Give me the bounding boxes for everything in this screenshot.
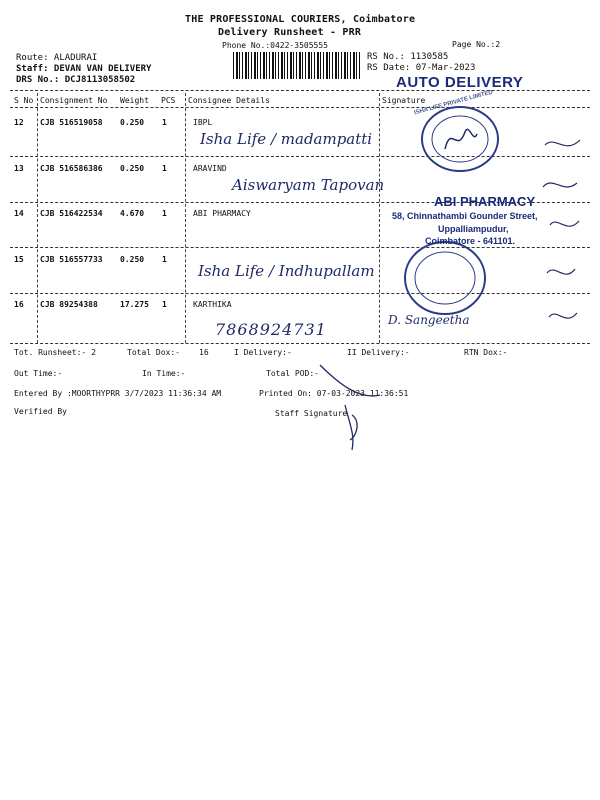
stamp-name: ISHA LIFE PRIVATE LIMITED bbox=[413, 89, 494, 117]
staff-signature-scrawl bbox=[300, 355, 400, 455]
col-sno: S No bbox=[14, 96, 34, 105]
printed-on: Printed On: 07-03-2023 11:36:51 bbox=[259, 389, 409, 398]
drs-number: DRS No.: DCJ8113058502 bbox=[16, 75, 136, 85]
row-weight: 0.250 bbox=[120, 118, 145, 127]
barcode bbox=[233, 52, 360, 79]
company-name: THE PROFESSIONAL COURIERS, Coimbatore bbox=[185, 14, 416, 25]
col-divider bbox=[185, 93, 186, 343]
col-consignment: Consignment No bbox=[40, 96, 108, 105]
row-consignment: CJB 516519058 bbox=[40, 118, 103, 127]
runsheet-title: Delivery Runsheet - PRR bbox=[218, 27, 362, 38]
round-company-stamp bbox=[415, 104, 505, 174]
row-consignment: CJB 516422534 bbox=[40, 209, 103, 218]
staff-signature: Staff Signature bbox=[275, 409, 348, 418]
total-pod: Total POD:- bbox=[266, 369, 319, 378]
row-sno: 14 bbox=[14, 209, 24, 218]
in-time: In Time:- bbox=[142, 369, 186, 378]
route: Route: ALADURAI bbox=[16, 53, 98, 63]
row-consignment: CJB 516586386 bbox=[40, 164, 103, 173]
row-weight: 4.670 bbox=[120, 209, 145, 218]
i-delivery: I Delivery:- bbox=[234, 348, 292, 357]
rtn-dox: RTN Dox:- bbox=[464, 348, 508, 357]
pharmacy-stamp-line3: Coimbatore - 641101. bbox=[425, 236, 516, 246]
phone-number: Phone No.:0422-3505555 bbox=[222, 41, 328, 50]
row-pcs: 1 bbox=[162, 164, 167, 173]
row-sno: 12 bbox=[14, 118, 24, 127]
divider bbox=[10, 90, 590, 91]
pharmacy-stamp-line1: 58, Chinnathambi Gounder Street, bbox=[392, 211, 538, 221]
col-divider bbox=[379, 93, 380, 343]
verified-by: Verified By bbox=[14, 407, 67, 416]
total-runsheet: Tot. Runsheet:- 2 bbox=[14, 348, 96, 357]
divider bbox=[10, 293, 590, 294]
row-pcs: 1 bbox=[162, 118, 167, 127]
signature-name: D. Sangeetha bbox=[388, 313, 470, 327]
row-sno: 16 bbox=[14, 300, 24, 309]
margin-signatures bbox=[535, 125, 595, 345]
col-weight: Weight bbox=[120, 96, 149, 105]
row-consignee: KARTHIKA bbox=[193, 300, 232, 309]
row-pcs: 1 bbox=[162, 255, 167, 264]
pharmacy-stamp-name: ABI PHARMACY bbox=[434, 194, 536, 209]
rs-date: RS Date: 07-Mar-2023 bbox=[367, 63, 476, 73]
pharmacy-stamp-line2: Uppalliampudur, bbox=[438, 224, 509, 234]
col-consignee: Consignee Details bbox=[188, 96, 270, 105]
col-pcs: PCS bbox=[161, 96, 176, 105]
row-pcs: 1 bbox=[162, 300, 167, 309]
col-divider bbox=[37, 93, 38, 343]
row-consignment: CJB 89254388 bbox=[40, 300, 98, 309]
entered-by: Entered By :MOORTHYPRR 3/7/2023 11:36:34 AM bbox=[14, 389, 222, 398]
rs-number: RS No.: 1130585 bbox=[367, 52, 449, 62]
handwritten-consignee: Aiswaryam Tapovan bbox=[232, 176, 385, 194]
handwritten-consignee: Isha Life / madampatti bbox=[200, 130, 373, 148]
row-consignment: CJB 516557733 bbox=[40, 255, 103, 264]
row-weight: 17.275 bbox=[120, 300, 149, 309]
row-sno: 15 bbox=[14, 255, 24, 264]
divider bbox=[10, 247, 590, 248]
total-dox-label: Total Dox:- bbox=[127, 348, 180, 357]
row-sno: 13 bbox=[14, 164, 24, 173]
row-consignee: ABI PHARMACY bbox=[193, 209, 251, 218]
row-weight: 0.250 bbox=[120, 164, 145, 173]
handwritten-consignee: Isha Life / Indhupallam bbox=[198, 262, 375, 280]
auto-delivery-stamp: AUTO DELIVERY bbox=[396, 74, 524, 91]
row-consignee: IBPL bbox=[193, 118, 213, 127]
handwritten-phone: 7868924731 bbox=[215, 320, 327, 339]
ii-delivery: II Delivery:- bbox=[347, 348, 410, 357]
staff: Staff: DEVAN VAN DELIVERY bbox=[16, 64, 152, 74]
divider bbox=[10, 343, 590, 344]
page-number: Page No.:2 bbox=[452, 40, 501, 49]
row-weight: 0.250 bbox=[120, 255, 145, 264]
row-consignee: ARAVIND bbox=[193, 164, 227, 173]
out-time: Out Time:- bbox=[14, 369, 63, 378]
total-dox-value: 16 bbox=[199, 348, 209, 357]
col-signature: Signature bbox=[382, 96, 426, 105]
round-company-stamp bbox=[400, 238, 490, 318]
row-pcs: 1 bbox=[162, 209, 167, 218]
